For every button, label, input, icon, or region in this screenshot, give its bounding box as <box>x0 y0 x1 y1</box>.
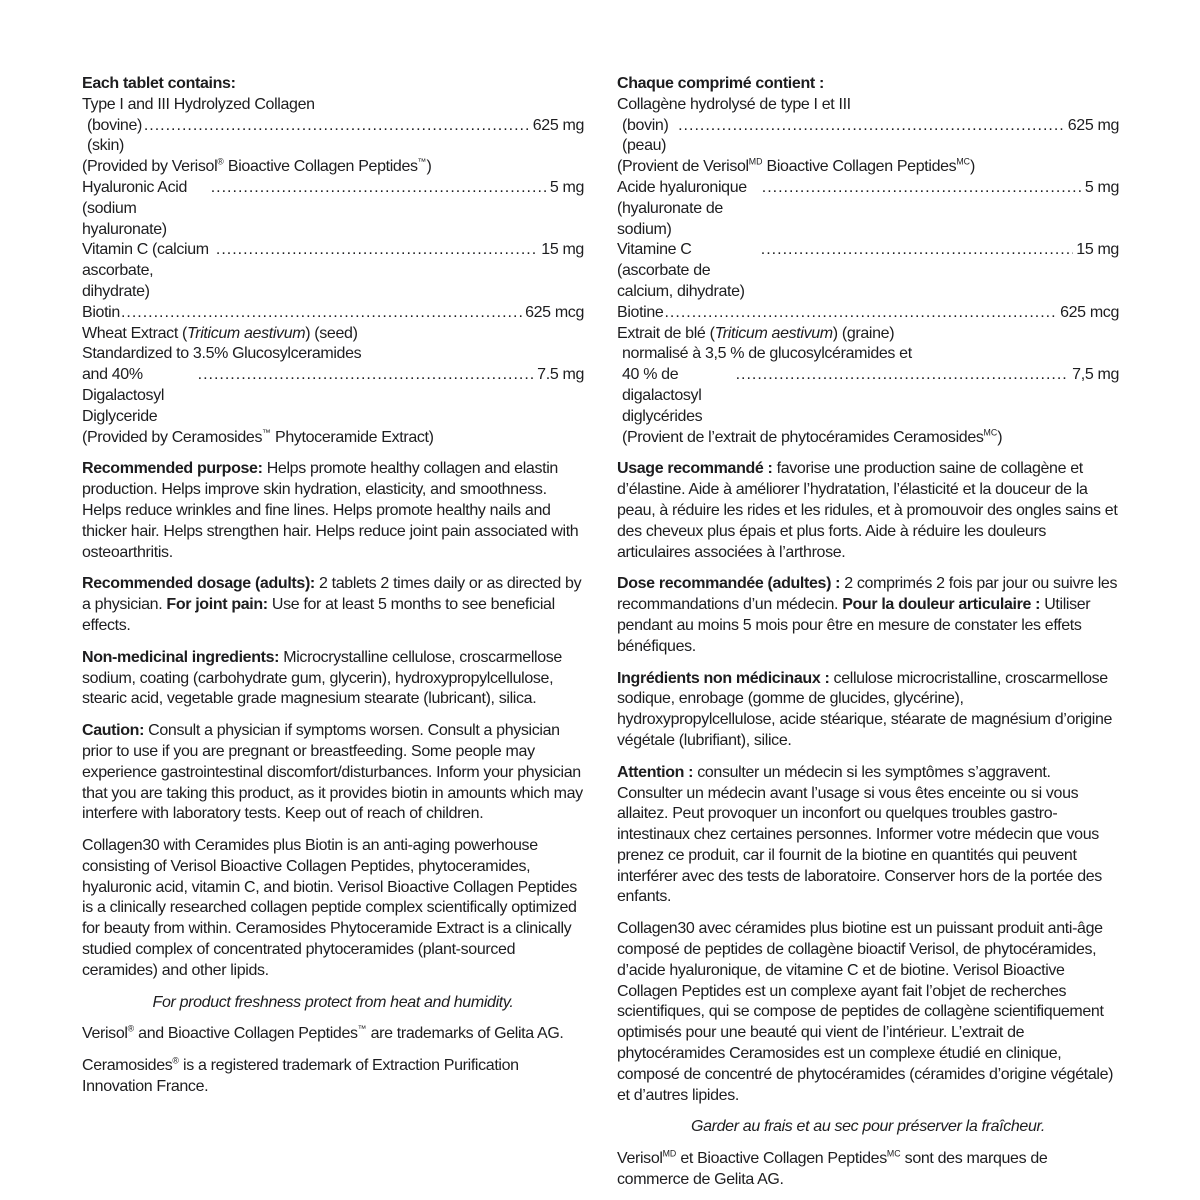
ingredient-amount: 7,5 mg <box>1072 366 1119 384</box>
paragraph-text: cellulose microcristalline, croscarmellose sodique, enrobage (gomme de glucides, glycérine), hydroxypropylcellulose, acide stéarique, stéarate de magnésium d’origine végétale (lubrifiant), silice. <box>617 669 1113 749</box>
registered-mark: ® <box>217 156 224 167</box>
ingredient-amount: 7.5 mg <box>537 366 584 384</box>
trademark-mark: ™ <box>417 156 427 167</box>
en-ingredient-wheat-name-line <box>82 324 584 345</box>
dot-leader <box>144 116 530 137</box>
trademark-mark: ™ <box>262 427 271 438</box>
en-ingredient-hyaluronic-row <box>82 178 584 240</box>
fr-freshness-note: Garder au frais et au sec pour préserver la fraîcheur. <box>690 1118 1045 1136</box>
ingredient-name: (bovin) (peau) <box>622 116 669 155</box>
fr-paragraph-recommended-purpose <box>617 459 1119 563</box>
trademark-text: Ceramosides <box>82 1057 173 1075</box>
en-ingredient-collagen-row <box>82 116 584 158</box>
paragraph-label: Recommended dosage (adults): <box>82 575 315 593</box>
source-text: (Provided by Verisol <box>82 158 218 176</box>
trademark-mark-fr: MC <box>983 427 998 438</box>
trademark-mark-fr: MC <box>886 1148 901 1159</box>
paragraph-label: Attention : <box>617 763 694 781</box>
ingredient-name: Biotine <box>617 303 664 321</box>
paragraph-label: Usage recommandé : <box>617 460 773 478</box>
fr-collagen-source-line <box>617 157 1119 178</box>
paragraph-text: Microcrystalline cellulose, croscarmellose sodium, coating (carbohydrate gum, glycerin), hydroxypropylcellulose, stearic acid, vegetable grade magnesium stearate (lubricant), silica. <box>82 648 562 708</box>
en-freshness-note: For product freshness protect from heat and humidity. <box>152 993 514 1011</box>
fr-ingredient-wheat-row <box>617 365 1119 427</box>
ingredient-name: Vitamin C (calcium ascorbate, dihydrate) <box>82 241 209 300</box>
ingredient-name: Hyaluronic Acid (sodium hyaluronate) <box>82 178 188 238</box>
dot-leader <box>762 178 1082 199</box>
fr-ingredients-heading: Chaque comprimé contient : <box>617 75 824 92</box>
ingredient-amount: 625 mcg <box>1060 303 1119 321</box>
en-trademark-verisol-line <box>82 1024 584 1045</box>
source-text: (Provient de Verisol <box>617 158 749 176</box>
source-text: ) <box>997 428 1003 446</box>
paragraph-label: Non-medicinal ingredients: <box>82 648 280 666</box>
ingredient-amount: 5 mg <box>549 178 584 196</box>
en-paragraph-recommended-purpose <box>82 459 584 563</box>
source-text: ) <box>970 158 975 176</box>
en-ingredient-collagen-name-line: Type I and III Hydrolyzed Collagen <box>82 95 315 113</box>
ingredient-name: Biotin <box>82 303 120 321</box>
dot-leader <box>678 116 1065 137</box>
fr-trademark-verisol-line <box>617 1149 1119 1191</box>
dot-leader <box>211 178 547 199</box>
trademark-mark: ™ <box>357 1024 367 1035</box>
ingredient-amount: 15 mg <box>1076 241 1119 259</box>
trademark-text: is a registered trademark of Extraction Purification Innovation France. <box>82 1057 519 1096</box>
fr-ingredient-collagen-name-line: Collagène hydrolysé de type I et III <box>617 95 851 113</box>
en-paragraph-recommended-dosage <box>82 574 584 636</box>
fr-paragraph-recommended-dosage <box>617 574 1119 657</box>
paragraph-text: Helps promote healthy collagen and elastin production. Helps improve skin hydration, elasticity, and smoothness. Helps reduce wrinkles and fine lines. Helps promote healthy nails and thicker hair. Helps strengthen hair. Helps reduce joint pain associated with osteoarthritis. <box>82 460 579 561</box>
trademark-text: Verisol <box>82 1025 128 1043</box>
trademark-text: Verisol <box>617 1150 663 1168</box>
dot-leader <box>216 240 538 261</box>
paragraph-label: For joint pain: <box>166 596 268 614</box>
latin-name: Triticum aestivum <box>714 324 833 342</box>
paragraph-text: consulter un médecin si les symptômes s’aggravent. Consulter un médecin avant l’usage si vous êtes enceinte ou si vous allaitez. Peut provoquer un inconfort ou quelques troubles gastro-intestinaux chez certaines personnes. Informer votre médecin que vous prenez ce produit, car il fournit de la biotine en quantités qui peuvent interférer avec des tests de laboratoire. Conserver hors de la portée des enfants. <box>617 763 1102 906</box>
ingredient-amount: 625 mcg <box>525 303 584 321</box>
paragraph-text: Use for at least 5 months to see beneficial effects. <box>82 596 555 634</box>
registered-mark: ® <box>172 1055 179 1066</box>
dot-leader <box>664 303 1057 324</box>
source-text: (Provided by Ceramosides <box>82 428 263 446</box>
source-text: (Provient de l’extrait de phytocéramides Ceramosides <box>622 428 984 446</box>
dot-leader <box>736 365 1070 386</box>
ingredient-name: 40 % de digalactosyl diglycérides <box>622 366 703 425</box>
en-ingredient-wheat-standardized-line: Standardized to 3.5% Glucosylceramides <box>82 345 362 363</box>
source-text: ) <box>426 158 432 176</box>
en-ingredient-wheat-row <box>82 365 584 427</box>
registered-mark: ® <box>127 1024 135 1035</box>
ingredient-name: and 40% Digalactosyl Diglyceride <box>82 366 165 425</box>
ingredient-name: Extrait de blé ( <box>617 324 715 342</box>
registered-mark-fr: MD <box>748 156 763 167</box>
paragraph-text: 2 tablets 2 times daily or as directed by a physician. <box>82 575 582 614</box>
dot-leader <box>198 365 535 386</box>
latin-name: Triticum aestivum <box>187 324 306 342</box>
trademark-text: and Bioactive Collagen Peptides <box>134 1025 358 1043</box>
fr-ingredient-biotin-row <box>617 303 1119 324</box>
paragraph-label: Ingrédients non médicinaux : <box>617 669 830 687</box>
en-paragraph-caution <box>82 721 584 825</box>
ingredient-amount: 15 mg <box>541 241 584 259</box>
trademark-text: sont des marques de commerce de Gelita AG. <box>617 1150 1048 1189</box>
dot-leader <box>761 240 1073 261</box>
ingredient-amount: 625 mg <box>532 116 584 134</box>
ingredient-name: Acide hyaluronique (hyaluronate de sodium) <box>617 178 747 238</box>
paragraph-text: 2 comprimés 2 fois par jour ou suivre les recommandations d’un médecin. <box>617 575 1118 614</box>
en-ingredients-heading: Each tablet contains: <box>82 75 236 92</box>
fr-ingredient-collagen-row <box>617 116 1119 158</box>
column-english <box>82 74 584 1098</box>
en-wheat-source-line <box>82 428 584 449</box>
fr-wheat-source-line <box>617 428 1119 449</box>
fr-paragraph-description: Collagen30 avec céramides plus biotine est un puissant produit anti-âge composé de peptides de collagène bioactif Verisol, de phytocéramides, d’acide hyaluronique, de vitamine C et de biotine. Verisol Bioactive Collagen Peptides est un complexe ayant fait l’objet de recherches scientifiques, qui se compose de peptides de collagène scientifiquement optimisés pour une beauté qui vient de l’intérieur. L’extrait de phytocéramides Ceramosides est un complexe étudié en clinique, composé de concentré de phytocéramides (céramides d’origine végétale) et d’autres lipides. <box>617 920 1114 1104</box>
source-text: Bioactive Collagen Peptides <box>223 158 418 176</box>
fr-ingredient-hyaluronic-row <box>617 178 1119 240</box>
en-ingredient-biotin-row <box>82 303 584 324</box>
fr-ingredient-wheat-standardized-line: normalisé à 3,5 % de glucosylcéramides et <box>622 345 912 363</box>
ingredient-name: (bovine) (skin) <box>87 116 143 155</box>
fr-paragraph-caution <box>617 763 1119 909</box>
fr-ingredient-vitamin-c-row <box>617 240 1119 302</box>
trademark-text: et Bioactive Collagen Peptides <box>676 1150 887 1168</box>
paragraph-text: favorise une production saine de collagène et d’élastine. Aide à améliorer l’hydratation, l’élasticité et la douceur de la peau, à réduire les rides et les ridules, et à promouvoir des ongles sains et des cheveux plus épais et plus forts. Aide à réduire les douleurs articulaires associées à l’arthrose. <box>617 460 1118 561</box>
column-french <box>617 74 1119 1200</box>
en-collagen-source-line <box>82 157 584 178</box>
en-paragraph-description: Collagen30 with Ceramides plus Biotin is an anti-aging powerhouse consisting of Verisol Bioactive Collagen Peptides, phytoceramides, hyaluronic acid, vitamin C, and biotin. Verisol Bioactive Collagen Peptides is a clinically researched collagen peptide complex scientifically optimized for beauty from within. Ceramosides Phytoceramide Extract is a clinically studied complex of concentrated phytoceramides (plant-sourced ceramides) and other lipids. <box>82 837 577 979</box>
ingredient-amount: 625 mg <box>1067 116 1119 134</box>
paragraph-text: Consult a physician if symptoms worsen. Consult a physician prior to use if you are pregnant or breastfeeding. Some people may experience gastrointestinal discomfort/disturbances. Inform your physician that you are taking this product, as it provides biotin in amounts which may interfere with laboratory tests. Keep out of reach of children. <box>82 722 583 823</box>
source-text: Bioactive Collagen Peptides <box>762 158 957 176</box>
ingredient-name: ) (seed) <box>305 324 358 342</box>
paragraph-label: Pour la douleur articulaire : <box>842 596 1041 614</box>
en-paragraph-non-medicinal <box>82 648 584 710</box>
ingredient-name: Vitamine C (ascorbate de calcium, dihydrate) <box>617 241 745 300</box>
trademark-text: are trademarks of Gelita AG. <box>366 1025 564 1043</box>
fr-ingredient-wheat-name-line <box>617 324 1119 345</box>
trademark-mark-fr: MC <box>956 156 971 167</box>
fr-paragraph-non-medicinal <box>617 669 1119 752</box>
ingredient-name: Wheat Extract ( <box>82 324 188 342</box>
source-text: Phytoceramide Extract) <box>270 428 434 446</box>
paragraph-label: Recommended purpose: <box>82 460 263 478</box>
ingredient-amount: 5 mg <box>1084 178 1119 196</box>
paragraph-text: Utiliser pendant au moins 5 mois pour être en mesure de constater les effets bénéfiques. <box>617 596 1091 655</box>
ingredient-name: ) (graine) <box>832 324 895 342</box>
en-ingredient-vitamin-c-row <box>82 240 584 302</box>
paragraph-label: Caution: <box>82 722 145 740</box>
en-trademark-ceramosides-line <box>82 1056 584 1098</box>
registered-mark-fr: MD <box>662 1148 677 1159</box>
dot-leader <box>121 303 522 324</box>
paragraph-label: Dose recommandée (adultes) : <box>617 575 841 593</box>
